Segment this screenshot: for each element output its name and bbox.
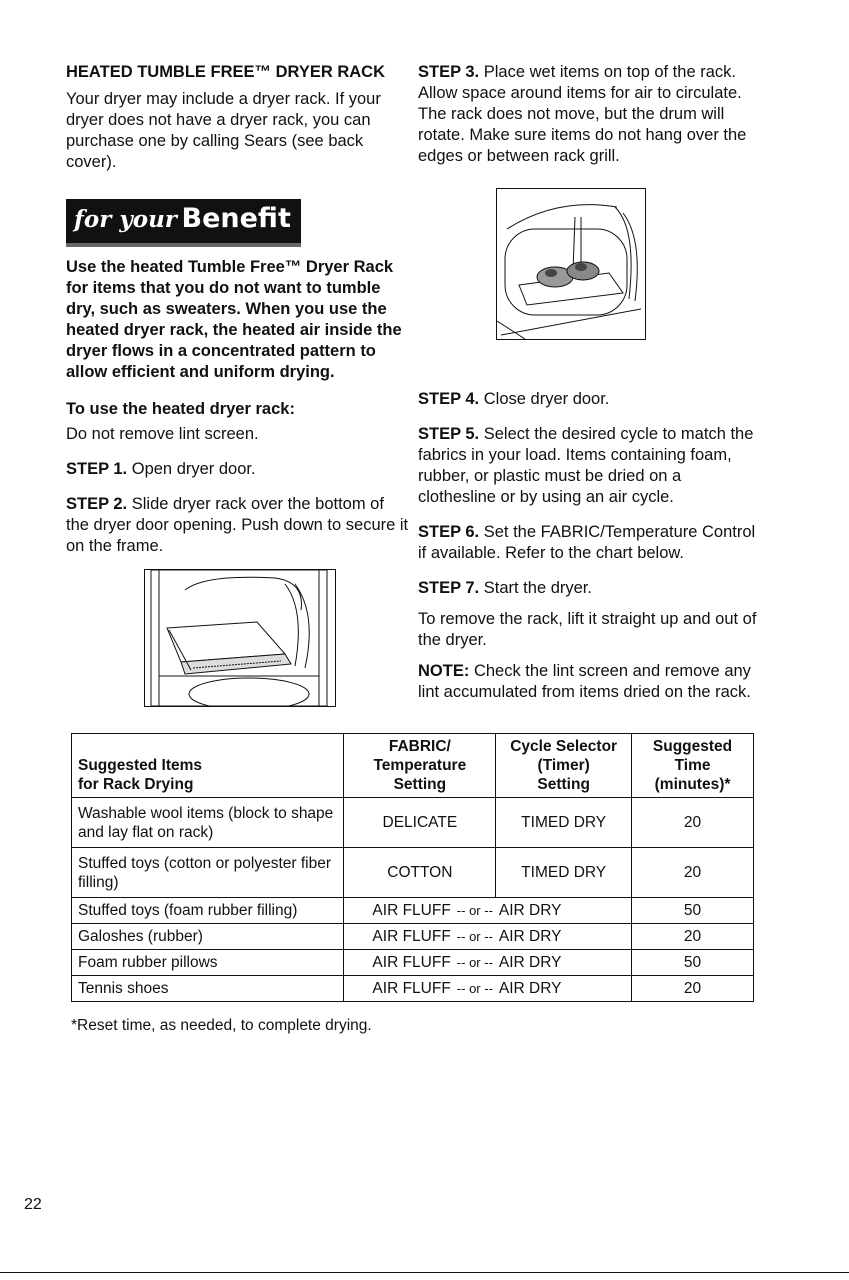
header-fabric-line-3: Setting <box>393 776 447 793</box>
step-2-label: STEP 2. <box>66 495 128 513</box>
cell-fabric: COTTON <box>344 848 496 898</box>
header-time-line-1: Suggested <box>652 738 733 755</box>
step-4 <box>418 389 763 410</box>
left-column <box>66 62 411 557</box>
cell-or: -- or -- <box>456 929 493 944</box>
table-row <box>72 950 754 976</box>
cell-time: 20 <box>632 848 754 898</box>
table-row <box>72 798 754 848</box>
cell-cycle: AIR DRY <box>498 980 562 997</box>
cell-cycle: TIMED DRY <box>496 848 632 898</box>
header-cycle-line-3: Setting <box>537 776 590 793</box>
cell-fabric: AIR FLUFF <box>372 954 451 971</box>
cell-item: Tennis shoes <box>72 976 344 1002</box>
step-4-text: Close dryer door. <box>483 390 610 408</box>
rack-in-drum-drawing <box>497 189 645 339</box>
cell-or: -- or -- <box>456 903 493 918</box>
step-3-label: STEP 3. <box>418 63 480 81</box>
cell-time: 20 <box>632 924 754 950</box>
note-label: NOTE: <box>418 662 470 680</box>
cell-or: -- or -- <box>456 981 493 996</box>
lint-note: Do not remove lint screen. <box>66 425 259 443</box>
step-6 <box>418 522 763 564</box>
chart-footnote: *Reset time, as needed, to complete drying. <box>71 1017 372 1034</box>
note-text: Check the lint screen and remove any lint accumulated from items dried on the rack. <box>418 662 751 701</box>
cell-time: 20 <box>632 976 754 1002</box>
cell-cycle: TIMED DRY <box>496 798 632 848</box>
step-4-label: STEP 4. <box>418 390 480 408</box>
header-cycle-selector <box>496 734 632 798</box>
cell-item: Stuffed toys (cotton or polyester fiber filling) <box>72 848 344 898</box>
dryer-rack-door-drawing <box>145 570 335 706</box>
cell-fabric: AIR FLUFF <box>372 980 451 997</box>
benefit-paragraph: Use the heated Tumble Free™ Dryer Rack for items that you do not want to tumble dry, such as sweaters. When you use the heated dryer rack, the heated air inside the dryer flows in a concentrated pattern to allow efficient and uniform drying. <box>66 258 402 381</box>
cell-cycle: AIR DRY <box>498 954 562 971</box>
step-5-text: Select the desired cycle to match the fabrics in your load. Items containing foam, rubber, or plastic must be dried on a clothesline or by using an air cycle. <box>418 425 754 506</box>
step-6-text: Set the FABRIC/Temperature Control if available. Refer to the chart below. <box>418 523 756 562</box>
header-time-line-3: (minutes)* <box>654 776 731 793</box>
step-1 <box>66 459 411 480</box>
cell-fabric: DELICATE <box>344 798 496 848</box>
header-time-line-2: Time <box>674 757 711 774</box>
step-6-label: STEP 6. <box>418 523 480 541</box>
cell-time: 50 <box>632 950 754 976</box>
cell-cycle: AIR DRY <box>498 902 562 919</box>
page-number: 22 <box>24 1196 42 1213</box>
table-row <box>72 976 754 1002</box>
rack-in-drum-illustration <box>496 188 646 340</box>
cell-fabric-or-cycle <box>344 898 632 924</box>
cell-fabric: AIR FLUFF <box>372 902 451 919</box>
step-7 <box>418 578 763 599</box>
use-rack-heading: To use the heated dryer rack: <box>66 400 295 418</box>
header-cycle-line-2: (Timer) <box>537 757 590 774</box>
step-1-text: Open dryer door. <box>131 460 256 478</box>
cell-item: Foam rubber pillows <box>72 950 344 976</box>
table-row <box>72 848 754 898</box>
cell-cycle: AIR DRY <box>498 928 562 945</box>
header-items-line-1: Suggested Items <box>78 757 203 774</box>
step-1-label: STEP 1. <box>66 460 128 478</box>
table-row <box>72 924 754 950</box>
benefit-script-text: for your <box>74 206 177 233</box>
step-3-text: Place wet items on top of the rack. Allow space around items for air to circulate. The rack does not move, but the drum will rotate. Make sure items do not hang over the edges or between rack grill. <box>418 63 747 165</box>
cell-or: -- or -- <box>456 955 493 970</box>
step-2 <box>66 494 411 557</box>
step-5-label: STEP 5. <box>418 425 480 443</box>
step-7-text: Start the dryer. <box>483 579 592 597</box>
cell-time: 50 <box>632 898 754 924</box>
cell-time: 20 <box>632 798 754 848</box>
right-column <box>418 62 763 703</box>
header-items-line-2: for Rack Drying <box>78 776 194 793</box>
cell-item: Washable wool items (block to shape and lay flat on rack) <box>72 798 344 848</box>
note <box>418 661 763 703</box>
step-7-label: STEP 7. <box>418 579 480 597</box>
benefit-big-text: Benefit <box>181 203 291 234</box>
intro-paragraph: Your dryer may include a dryer rack. If your dryer does not have a dryer rack, you can purchase one by calling Sears (see back cover). <box>66 90 381 171</box>
header-fabric-line-2: Temperature <box>373 757 467 774</box>
cell-fabric: AIR FLUFF <box>372 928 451 945</box>
step-3 <box>418 62 763 167</box>
header-fabric-line-1: FABRIC/ <box>388 738 451 755</box>
chart-header-row <box>72 734 754 798</box>
cell-fabric-or-cycle <box>344 950 632 976</box>
bottom-rule <box>0 1272 849 1273</box>
table-row <box>72 898 754 924</box>
header-fabric-temperature <box>344 734 496 798</box>
cell-fabric-or-cycle <box>344 924 632 950</box>
for-your-benefit-banner <box>66 199 301 243</box>
rack-drying-chart <box>71 733 754 1002</box>
dryer-rack-door-illustration <box>144 569 336 707</box>
remove-rack-text: To remove the rack, lift it straight up and out of the dryer. <box>418 610 757 649</box>
step-5 <box>418 424 763 508</box>
cell-fabric-or-cycle <box>344 976 632 1002</box>
header-suggested-time <box>632 734 754 798</box>
header-cycle-line-1: Cycle Selector <box>510 738 618 755</box>
cell-item: Stuffed toys (foam rubber filling) <box>72 898 344 924</box>
cell-item: Galoshes (rubber) <box>72 924 344 950</box>
header-suggested-items <box>72 734 344 798</box>
step-2-text: Slide dryer rack over the bottom of the dryer door opening. Push down to secure it on the frame. <box>66 495 409 555</box>
section-heading: HEATED TUMBLE FREE™ DRYER RACK <box>66 63 386 81</box>
